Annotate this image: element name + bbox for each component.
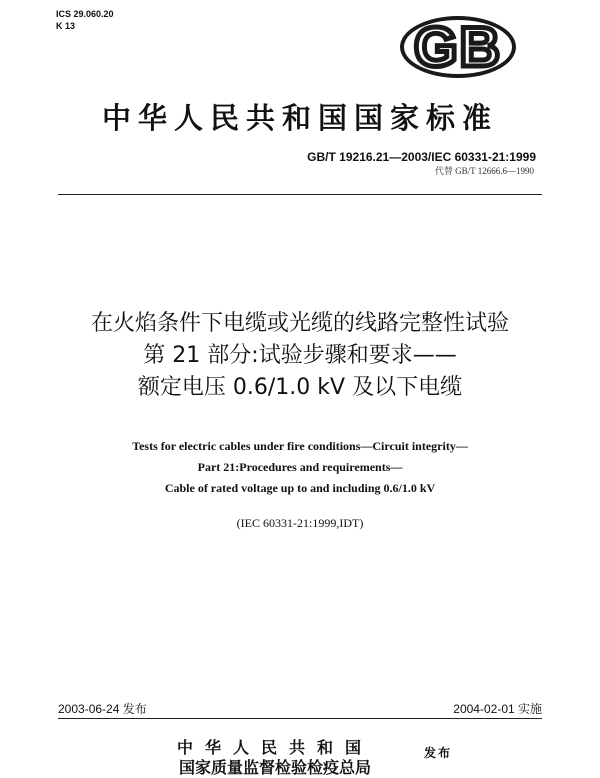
- gb-logo: [398, 14, 518, 80]
- english-title: [40, 436, 560, 499]
- publish-label: 发布: [424, 746, 453, 760]
- national-standard-title: 中华人民共和国国家标准: [101, 101, 498, 135]
- publisher-line-2: 国家质量监督检验检疫总局: [178, 758, 371, 777]
- iec-reference: (IEC 60331-21:1999,IDT): [236, 516, 364, 530]
- publisher: [130, 738, 420, 778]
- gb-logo-text: GB: [414, 15, 502, 78]
- divider-bottom: [58, 718, 542, 719]
- english-title-line-1: Tests for electric cables under fire conditions—Circuit integrity—: [132, 439, 468, 453]
- class-code: K 13: [56, 21, 76, 31]
- ics-code: ICS 29.060.20: [56, 9, 114, 19]
- replaces-note: 代替 GB/T 12666.6—1990: [434, 166, 534, 176]
- divider-top: [58, 194, 542, 195]
- classification-codes: [56, 8, 114, 32]
- chinese-title-line-3: 额定电压 0.6/1.0 kV 及以下电缆: [137, 375, 463, 400]
- chinese-title: [40, 308, 560, 404]
- gb-logo-icon: [398, 14, 518, 80]
- english-title-line-3: Cable of rated voltage up to and including 0.6/1.0 kV: [164, 481, 436, 495]
- chinese-title-line-1: 在火焰条件下电缆或光缆的线路完整性试验: [90, 311, 509, 336]
- implementation-date: 2004-02-01 实施: [453, 702, 542, 716]
- chinese-title-line-2: 第 21 部分:试验步骤和要求——: [143, 343, 457, 368]
- english-title-line-2: Part 21:Procedures and requirements—: [197, 460, 403, 474]
- standard-number: GB/T 19216.21—2003/IEC 60331-21:1999: [307, 150, 536, 164]
- publisher-line-1: 中华人民共和国: [176, 738, 373, 757]
- issue-date: 2003-06-24 发布: [58, 702, 147, 716]
